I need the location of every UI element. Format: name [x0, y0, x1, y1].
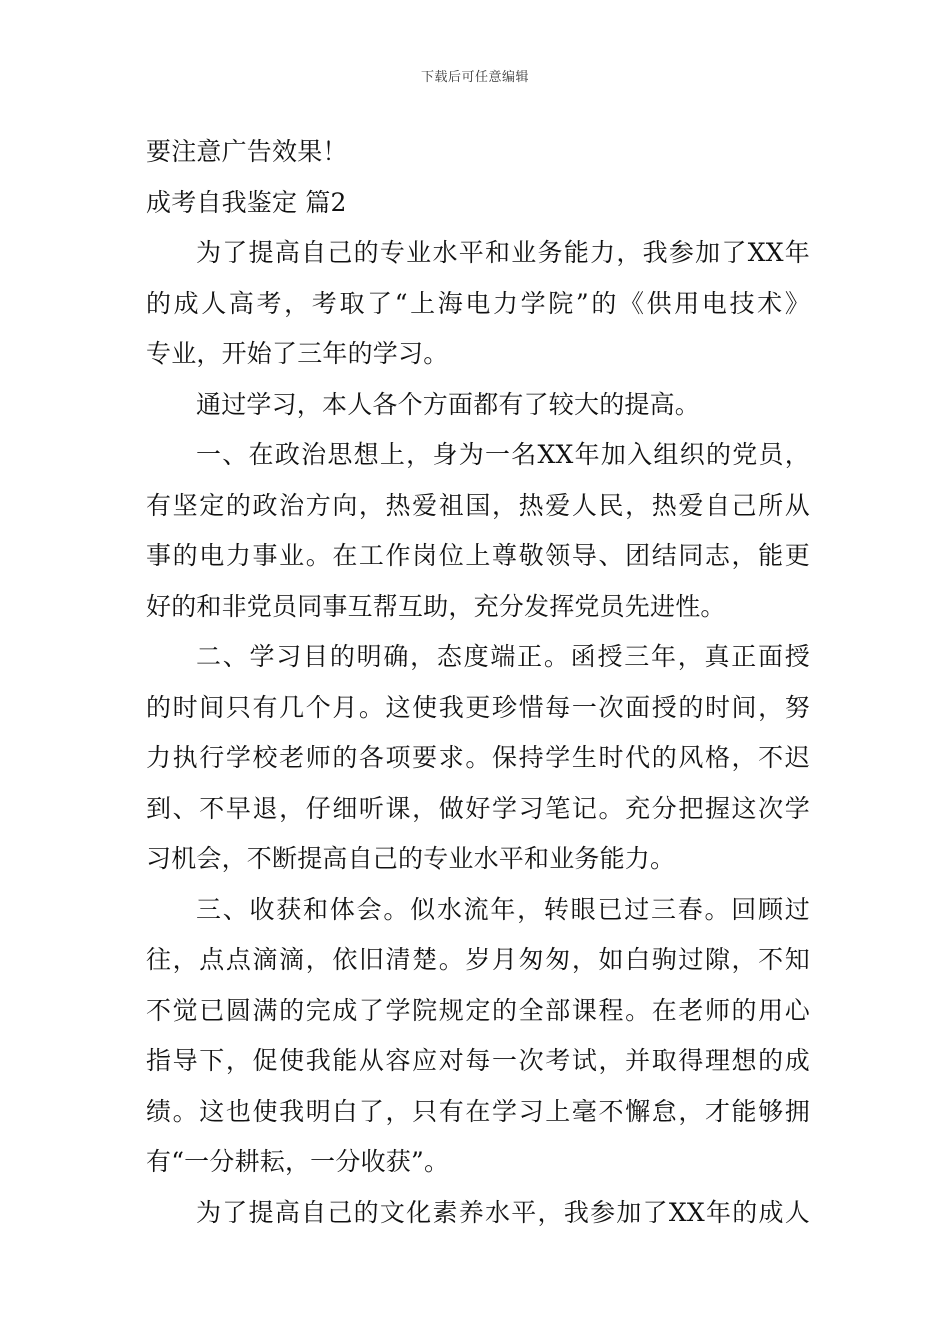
page-header-note: 下载后可任意编辑 [420, 70, 529, 85]
text-line: 习机会，不断提高自己的专业水平和业务能力。 [146, 844, 676, 873]
text-line: 好的和非党员同事互帮互助，充分发挥党员先进性。 [146, 591, 726, 621]
text-line: 为了提高自己的专业水平和业务能力，我参加了XX年 [196, 238, 810, 267]
text-line: 三、收获和体会。似水流年，转眼已过三春。回顾过 [196, 894, 810, 924]
text-line: 专业，开始了三年的学习。 [146, 339, 449, 368]
text-line: 二、学习目的明确，态度端正。函授三年，真正面授 [196, 642, 810, 671]
text-line: 一、在政治思想上，身为一名XX年加入组织的党员， [196, 440, 810, 469]
text-line: 不觉已圆满的完成了学院规定的全部课程。在老师的用心 [146, 995, 810, 1025]
text-line: 成考自我鉴定 篇2 [146, 187, 347, 217]
text-line: 到、不早退，仔细听课，做好学习笔记。充分把握这次学 [146, 793, 810, 823]
text-line: 的时间只有几个月。这使我更珍惜每一次面授的时间，努 [146, 692, 810, 722]
text-line: 通过学习，本人各个方面都有了较大的提高。 [196, 389, 701, 419]
text-line: 指导下，促使我能从容应对每一次考试，并取得理想的成 [146, 1046, 810, 1075]
text-line: 事的电力事业。在工作岗位上尊敬领导、团结同志，能更 [146, 541, 810, 570]
text-line: 要注意广告效果！ [146, 137, 348, 166]
text-line: 有坚定的政治方向，热爱祖国，热爱人民，热爱自己所从 [146, 490, 810, 520]
document-body [146, 127, 810, 1238]
text-line: 绩。这也使我明白了，只有在学习上毫不懈怠，才能够拥 [146, 1096, 810, 1126]
text-line: 的成人高考，考取了“上海电力学院”的《供用电技术》 [146, 288, 810, 318]
text-line: 为了提高自己的文化素养水平，我参加了XX年的成人 [196, 1197, 810, 1227]
text-line: 往，点点滴滴，依旧清楚。岁月匆匆，如白驹过隙，不知 [146, 945, 810, 974]
text-line: 有“一分耕耘，一分收获”。 [146, 1147, 450, 1176]
text-line: 力执行学校老师的各项要求。保持学生时代的风格，不迟 [146, 743, 810, 772]
